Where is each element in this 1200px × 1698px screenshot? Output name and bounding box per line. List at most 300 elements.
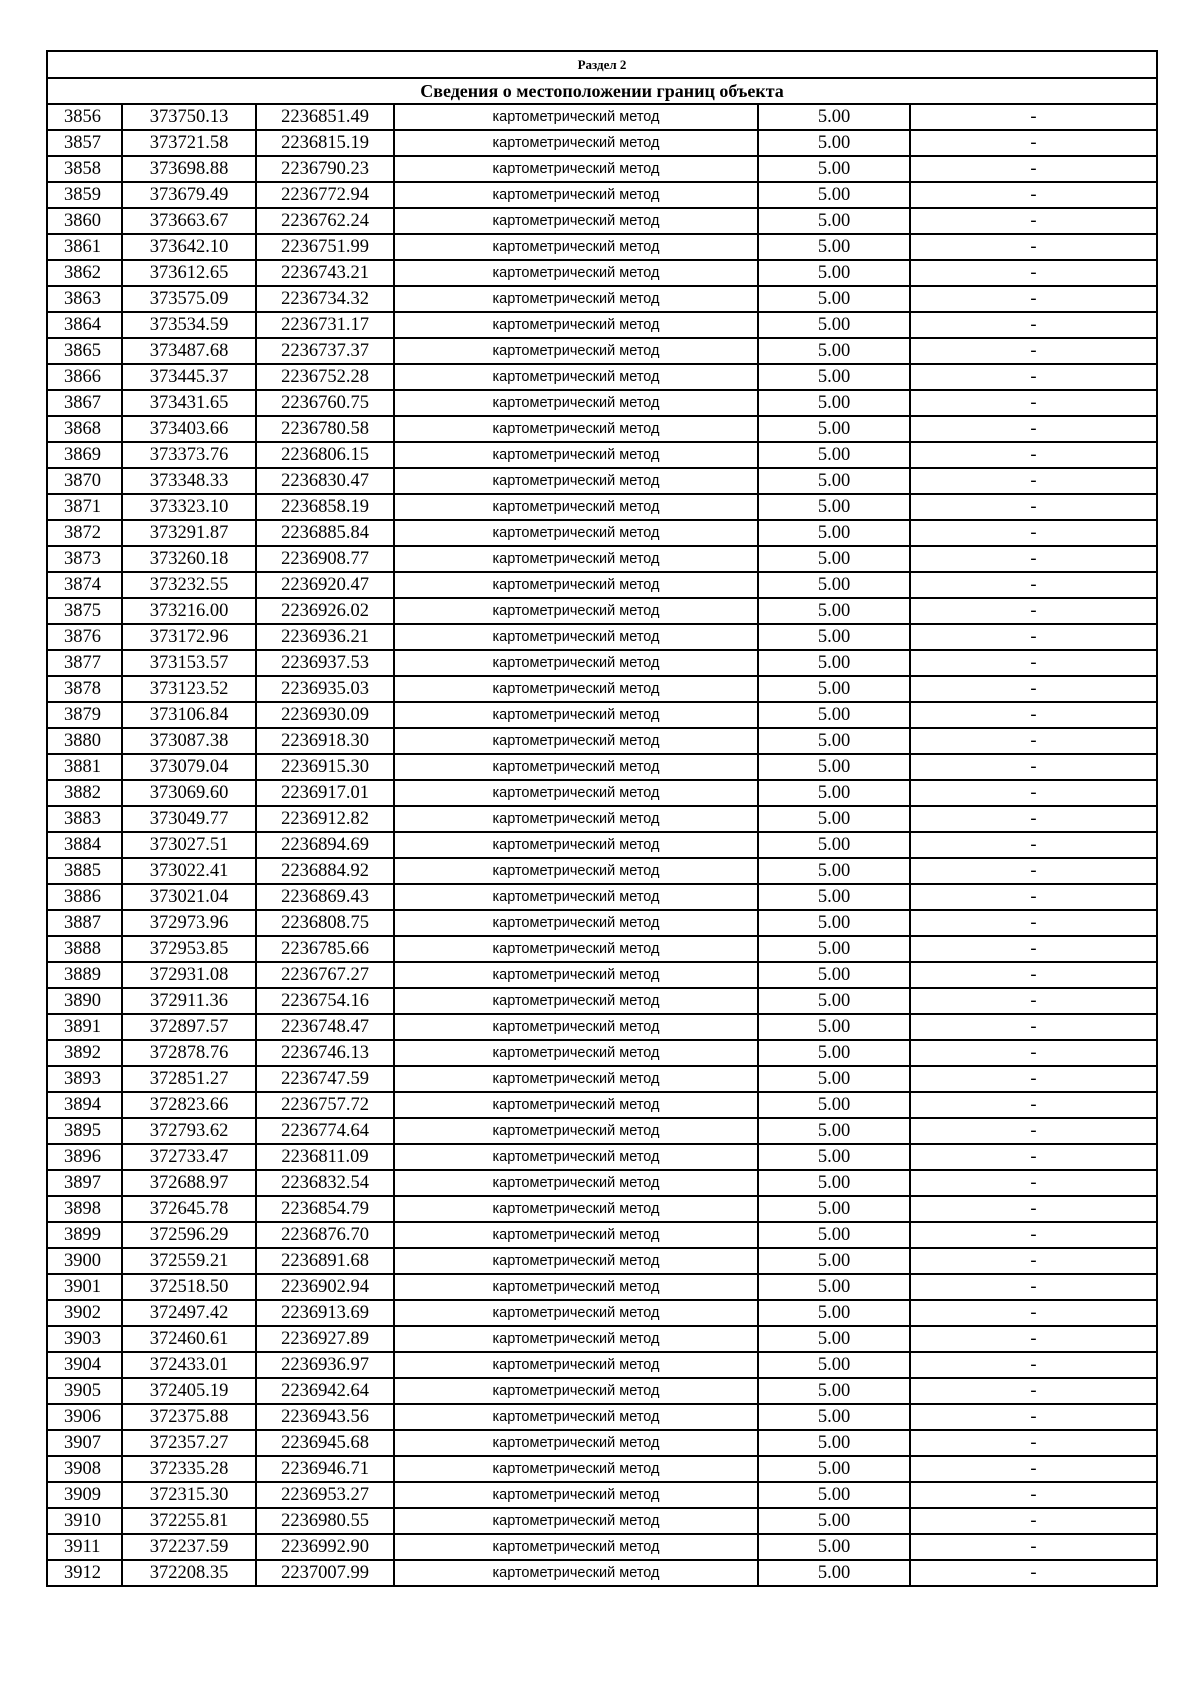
point-number-cell: 3857 xyxy=(47,130,122,156)
accuracy-cell: 5.00 xyxy=(758,1560,910,1586)
point-number-cell: 3888 xyxy=(47,936,122,962)
description-cell: - xyxy=(910,208,1157,234)
method-cell: картометрический метод xyxy=(394,1222,758,1248)
x-coordinate-cell: 373445.37 xyxy=(122,364,256,390)
y-coordinate-cell: 2236760.75 xyxy=(256,390,394,416)
table-row xyxy=(47,910,1157,936)
table-row xyxy=(47,624,1157,650)
x-coordinate-cell: 373123.52 xyxy=(122,676,256,702)
x-coordinate-cell: 373698.88 xyxy=(122,156,256,182)
description-cell: - xyxy=(910,1196,1157,1222)
x-coordinate-cell: 373079.04 xyxy=(122,754,256,780)
accuracy-cell: 5.00 xyxy=(758,1040,910,1066)
x-coordinate-cell: 372931.08 xyxy=(122,962,256,988)
table-row xyxy=(47,312,1157,338)
method-cell: картометрический метод xyxy=(394,962,758,988)
method-cell: картометрический метод xyxy=(394,1196,758,1222)
x-coordinate-cell: 372823.66 xyxy=(122,1092,256,1118)
method-cell: картометрический метод xyxy=(394,494,758,520)
description-cell: - xyxy=(910,1274,1157,1300)
accuracy-cell: 5.00 xyxy=(758,1534,910,1560)
table-row xyxy=(47,416,1157,442)
y-coordinate-cell: 2236806.15 xyxy=(256,442,394,468)
point-number-cell: 3879 xyxy=(47,702,122,728)
x-coordinate-cell: 372335.28 xyxy=(122,1456,256,1482)
method-cell: картометрический метод xyxy=(394,936,758,962)
method-cell: картометрический метод xyxy=(394,650,758,676)
method-cell: картометрический метод xyxy=(394,780,758,806)
description-cell: - xyxy=(910,1534,1157,1560)
x-coordinate-cell: 373431.65 xyxy=(122,390,256,416)
method-cell: картометрический метод xyxy=(394,234,758,260)
description-cell: - xyxy=(910,962,1157,988)
description-cell: - xyxy=(910,1508,1157,1534)
y-coordinate-cell: 2236913.69 xyxy=(256,1300,394,1326)
point-number-cell: 3884 xyxy=(47,832,122,858)
point-number-cell: 3911 xyxy=(47,1534,122,1560)
accuracy-cell: 5.00 xyxy=(758,1066,910,1092)
y-coordinate-cell: 2236930.09 xyxy=(256,702,394,728)
point-number-cell: 3887 xyxy=(47,910,122,936)
method-cell: картометрический метод xyxy=(394,1092,758,1118)
accuracy-cell: 5.00 xyxy=(758,286,910,312)
method-cell: картометрический метод xyxy=(394,1430,758,1456)
method-cell: картометрический метод xyxy=(394,806,758,832)
table-row xyxy=(47,130,1157,156)
x-coordinate-cell: 372733.47 xyxy=(122,1144,256,1170)
y-coordinate-cell: 2236992.90 xyxy=(256,1534,394,1560)
description-cell: - xyxy=(910,754,1157,780)
x-coordinate-cell: 372878.76 xyxy=(122,1040,256,1066)
method-cell: картометрический метод xyxy=(394,156,758,182)
point-number-cell: 3895 xyxy=(47,1118,122,1144)
y-coordinate-cell: 2236917.01 xyxy=(256,780,394,806)
description-cell: - xyxy=(910,1014,1157,1040)
x-coordinate-cell: 373291.87 xyxy=(122,520,256,546)
accuracy-cell: 5.00 xyxy=(758,208,910,234)
table-row xyxy=(47,1560,1157,1586)
accuracy-cell: 5.00 xyxy=(758,780,910,806)
table-row xyxy=(47,1404,1157,1430)
description-cell: - xyxy=(910,1118,1157,1144)
accuracy-cell: 5.00 xyxy=(758,520,910,546)
accuracy-cell: 5.00 xyxy=(758,468,910,494)
method-cell: картометрический метод xyxy=(394,520,758,546)
table-row xyxy=(47,676,1157,702)
accuracy-cell: 5.00 xyxy=(758,1326,910,1352)
y-coordinate-cell: 2236851.49 xyxy=(256,104,394,130)
x-coordinate-cell: 372645.78 xyxy=(122,1196,256,1222)
table-row xyxy=(47,754,1157,780)
accuracy-cell: 5.00 xyxy=(758,754,910,780)
y-coordinate-cell: 2236830.47 xyxy=(256,468,394,494)
description-cell: - xyxy=(910,156,1157,182)
point-number-cell: 3912 xyxy=(47,1560,122,1586)
table-row xyxy=(47,1222,1157,1248)
accuracy-cell: 5.00 xyxy=(758,338,910,364)
point-number-cell: 3902 xyxy=(47,1300,122,1326)
accuracy-cell: 5.00 xyxy=(758,884,910,910)
x-coordinate-cell: 373216.00 xyxy=(122,598,256,624)
point-number-cell: 3901 xyxy=(47,1274,122,1300)
x-coordinate-cell: 373679.49 xyxy=(122,182,256,208)
y-coordinate-cell: 2236945.68 xyxy=(256,1430,394,1456)
method-cell: картометрический метод xyxy=(394,1404,758,1430)
x-coordinate-cell: 373087.38 xyxy=(122,728,256,754)
y-coordinate-cell: 2236747.59 xyxy=(256,1066,394,1092)
accuracy-cell: 5.00 xyxy=(758,1222,910,1248)
point-number-cell: 3881 xyxy=(47,754,122,780)
method-cell: картометрический метод xyxy=(394,104,758,130)
accuracy-cell: 5.00 xyxy=(758,1144,910,1170)
y-coordinate-cell: 2236774.64 xyxy=(256,1118,394,1144)
x-coordinate-cell: 373027.51 xyxy=(122,832,256,858)
description-cell: - xyxy=(910,1300,1157,1326)
point-number-cell: 3859 xyxy=(47,182,122,208)
x-coordinate-cell: 373642.10 xyxy=(122,234,256,260)
method-cell: картометрический метод xyxy=(394,1326,758,1352)
description-cell: - xyxy=(910,182,1157,208)
description-cell: - xyxy=(910,572,1157,598)
table-row xyxy=(47,1508,1157,1534)
y-coordinate-cell: 2236902.94 xyxy=(256,1274,394,1300)
method-cell: картометрический метод xyxy=(394,598,758,624)
method-cell: картометрический метод xyxy=(394,1560,758,1586)
table-row xyxy=(47,1014,1157,1040)
accuracy-cell: 5.00 xyxy=(758,1430,910,1456)
point-number-cell: 3900 xyxy=(47,1248,122,1274)
table-title: Сведения о местоположении границ объекта xyxy=(47,78,1157,104)
table-row xyxy=(47,1092,1157,1118)
point-number-cell: 3907 xyxy=(47,1430,122,1456)
point-number-cell: 3909 xyxy=(47,1482,122,1508)
accuracy-cell: 5.00 xyxy=(758,1482,910,1508)
accuracy-cell: 5.00 xyxy=(758,182,910,208)
accuracy-cell: 5.00 xyxy=(758,988,910,1014)
description-cell: - xyxy=(910,1222,1157,1248)
y-coordinate-cell: 2236937.53 xyxy=(256,650,394,676)
y-coordinate-cell: 2236858.19 xyxy=(256,494,394,520)
section-label: Раздел 2 xyxy=(47,51,1157,78)
accuracy-cell: 5.00 xyxy=(758,1014,910,1040)
accuracy-cell: 5.00 xyxy=(758,676,910,702)
accuracy-cell: 5.00 xyxy=(758,234,910,260)
description-cell: - xyxy=(910,1430,1157,1456)
description-cell: - xyxy=(910,988,1157,1014)
y-coordinate-cell: 2236832.54 xyxy=(256,1170,394,1196)
point-number-cell: 3856 xyxy=(47,104,122,130)
description-cell: - xyxy=(910,858,1157,884)
description-cell: - xyxy=(910,676,1157,702)
accuracy-cell: 5.00 xyxy=(758,312,910,338)
y-coordinate-cell: 2236908.77 xyxy=(256,546,394,572)
description-cell: - xyxy=(910,598,1157,624)
method-cell: картометрический метод xyxy=(394,1248,758,1274)
point-number-cell: 3894 xyxy=(47,1092,122,1118)
table-row xyxy=(47,520,1157,546)
point-number-cell: 3858 xyxy=(47,156,122,182)
y-coordinate-cell: 2236731.17 xyxy=(256,312,394,338)
x-coordinate-cell: 372518.50 xyxy=(122,1274,256,1300)
method-cell: картометрический метод xyxy=(394,1508,758,1534)
point-number-cell: 3869 xyxy=(47,442,122,468)
y-coordinate-cell: 2236772.94 xyxy=(256,182,394,208)
method-cell: картометрический метод xyxy=(394,390,758,416)
description-cell: - xyxy=(910,936,1157,962)
x-coordinate-cell: 372375.88 xyxy=(122,1404,256,1430)
y-coordinate-cell: 2236980.55 xyxy=(256,1508,394,1534)
point-number-cell: 3905 xyxy=(47,1378,122,1404)
table-row xyxy=(47,936,1157,962)
description-cell: - xyxy=(910,234,1157,260)
point-number-cell: 3871 xyxy=(47,494,122,520)
point-number-cell: 3889 xyxy=(47,962,122,988)
point-number-cell: 3906 xyxy=(47,1404,122,1430)
point-number-cell: 3880 xyxy=(47,728,122,754)
x-coordinate-cell: 373750.13 xyxy=(122,104,256,130)
x-coordinate-cell: 373373.76 xyxy=(122,442,256,468)
y-coordinate-cell: 2236762.24 xyxy=(256,208,394,234)
y-coordinate-cell: 2236936.21 xyxy=(256,624,394,650)
table-row xyxy=(47,1378,1157,1404)
description-cell: - xyxy=(910,1560,1157,1586)
method-cell: картометрический метод xyxy=(394,260,758,286)
x-coordinate-cell: 373612.65 xyxy=(122,260,256,286)
description-cell: - xyxy=(910,104,1157,130)
point-number-cell: 3877 xyxy=(47,650,122,676)
method-cell: картометрический метод xyxy=(394,1352,758,1378)
point-number-cell: 3874 xyxy=(47,572,122,598)
point-number-cell: 3886 xyxy=(47,884,122,910)
table-row xyxy=(47,1248,1157,1274)
method-cell: картометрический метод xyxy=(394,728,758,754)
method-cell: картометрический метод xyxy=(394,468,758,494)
accuracy-cell: 5.00 xyxy=(758,1300,910,1326)
accuracy-cell: 5.00 xyxy=(758,572,910,598)
y-coordinate-cell: 2236927.89 xyxy=(256,1326,394,1352)
y-coordinate-cell: 2236757.72 xyxy=(256,1092,394,1118)
table-row xyxy=(47,234,1157,260)
description-cell: - xyxy=(910,260,1157,286)
accuracy-cell: 5.00 xyxy=(758,936,910,962)
method-cell: картометрический метод xyxy=(394,182,758,208)
description-cell: - xyxy=(910,1248,1157,1274)
accuracy-cell: 5.00 xyxy=(758,130,910,156)
table-row xyxy=(47,884,1157,910)
table-row xyxy=(47,988,1157,1014)
y-coordinate-cell: 2236854.79 xyxy=(256,1196,394,1222)
description-cell: - xyxy=(910,832,1157,858)
accuracy-cell: 5.00 xyxy=(758,1352,910,1378)
point-number-cell: 3910 xyxy=(47,1508,122,1534)
table-row xyxy=(47,1118,1157,1144)
description-cell: - xyxy=(910,364,1157,390)
method-cell: картометрический метод xyxy=(394,1378,758,1404)
y-coordinate-cell: 2236943.56 xyxy=(256,1404,394,1430)
description-cell: - xyxy=(910,1170,1157,1196)
description-cell: - xyxy=(910,520,1157,546)
x-coordinate-cell: 373049.77 xyxy=(122,806,256,832)
y-coordinate-cell: 2236751.99 xyxy=(256,234,394,260)
point-number-cell: 3890 xyxy=(47,988,122,1014)
method-cell: картометрический метод xyxy=(394,1274,758,1300)
method-cell: картометрический метод xyxy=(394,884,758,910)
x-coordinate-cell: 373534.59 xyxy=(122,312,256,338)
table-row xyxy=(47,1066,1157,1092)
description-cell: - xyxy=(910,1352,1157,1378)
table-row xyxy=(47,858,1157,884)
accuracy-cell: 5.00 xyxy=(758,624,910,650)
description-cell: - xyxy=(910,312,1157,338)
table-row xyxy=(47,1534,1157,1560)
table-row xyxy=(47,442,1157,468)
description-cell: - xyxy=(910,1326,1157,1352)
x-coordinate-cell: 372255.81 xyxy=(122,1508,256,1534)
method-cell: картометрический метод xyxy=(394,546,758,572)
y-coordinate-cell: 2236876.70 xyxy=(256,1222,394,1248)
description-cell: - xyxy=(910,494,1157,520)
description-cell: - xyxy=(910,1378,1157,1404)
method-cell: картометрический метод xyxy=(394,1534,758,1560)
y-coordinate-cell: 2236815.19 xyxy=(256,130,394,156)
table-row xyxy=(47,832,1157,858)
x-coordinate-cell: 372596.29 xyxy=(122,1222,256,1248)
table-row xyxy=(47,338,1157,364)
x-coordinate-cell: 373069.60 xyxy=(122,780,256,806)
description-cell: - xyxy=(910,650,1157,676)
y-coordinate-cell: 2236790.23 xyxy=(256,156,394,182)
x-coordinate-cell: 373172.96 xyxy=(122,624,256,650)
table-row xyxy=(47,1144,1157,1170)
description-cell: - xyxy=(910,1404,1157,1430)
point-number-cell: 3908 xyxy=(47,1456,122,1482)
x-coordinate-cell: 373487.68 xyxy=(122,338,256,364)
description-cell: - xyxy=(910,910,1157,936)
table-row xyxy=(47,494,1157,520)
point-number-cell: 3898 xyxy=(47,1196,122,1222)
description-cell: - xyxy=(910,1040,1157,1066)
y-coordinate-cell: 2236780.58 xyxy=(256,416,394,442)
method-cell: картометрический метод xyxy=(394,1040,758,1066)
y-coordinate-cell: 2236920.47 xyxy=(256,572,394,598)
y-coordinate-cell: 2236946.71 xyxy=(256,1456,394,1482)
point-number-cell: 3872 xyxy=(47,520,122,546)
description-cell: - xyxy=(910,416,1157,442)
method-cell: картометрический метод xyxy=(394,130,758,156)
description-cell: - xyxy=(910,806,1157,832)
point-number-cell: 3878 xyxy=(47,676,122,702)
accuracy-cell: 5.00 xyxy=(758,1196,910,1222)
point-number-cell: 3873 xyxy=(47,546,122,572)
accuracy-cell: 5.00 xyxy=(758,1092,910,1118)
accuracy-cell: 5.00 xyxy=(758,806,910,832)
y-coordinate-cell: 2236935.03 xyxy=(256,676,394,702)
point-number-cell: 3867 xyxy=(47,390,122,416)
point-number-cell: 3891 xyxy=(47,1014,122,1040)
accuracy-cell: 5.00 xyxy=(758,1274,910,1300)
description-cell: - xyxy=(910,1092,1157,1118)
table-row xyxy=(47,364,1157,390)
y-coordinate-cell: 2236748.47 xyxy=(256,1014,394,1040)
description-cell: - xyxy=(910,390,1157,416)
y-coordinate-cell: 2236785.66 xyxy=(256,936,394,962)
y-coordinate-cell: 2236942.64 xyxy=(256,1378,394,1404)
accuracy-cell: 5.00 xyxy=(758,650,910,676)
description-cell: - xyxy=(910,1482,1157,1508)
y-coordinate-cell: 2236754.16 xyxy=(256,988,394,1014)
y-coordinate-cell: 2236953.27 xyxy=(256,1482,394,1508)
y-coordinate-cell: 2236918.30 xyxy=(256,728,394,754)
y-coordinate-cell: 2236869.43 xyxy=(256,884,394,910)
x-coordinate-cell: 373106.84 xyxy=(122,702,256,728)
description-cell: - xyxy=(910,1066,1157,1092)
accuracy-cell: 5.00 xyxy=(758,1456,910,1482)
point-number-cell: 3861 xyxy=(47,234,122,260)
x-coordinate-cell: 373323.10 xyxy=(122,494,256,520)
table-row xyxy=(47,1326,1157,1352)
section-header-row xyxy=(47,51,1157,78)
x-coordinate-cell: 373348.33 xyxy=(122,468,256,494)
accuracy-cell: 5.00 xyxy=(758,416,910,442)
point-number-cell: 3897 xyxy=(47,1170,122,1196)
y-coordinate-cell: 2236915.30 xyxy=(256,754,394,780)
x-coordinate-cell: 372559.21 xyxy=(122,1248,256,1274)
accuracy-cell: 5.00 xyxy=(758,598,910,624)
point-number-cell: 3882 xyxy=(47,780,122,806)
table-row xyxy=(47,286,1157,312)
accuracy-cell: 5.00 xyxy=(758,1170,910,1196)
point-number-cell: 3870 xyxy=(47,468,122,494)
y-coordinate-cell: 2236936.97 xyxy=(256,1352,394,1378)
x-coordinate-cell: 373232.55 xyxy=(122,572,256,598)
method-cell: картометрический метод xyxy=(394,572,758,598)
x-coordinate-cell: 372315.30 xyxy=(122,1482,256,1508)
y-coordinate-cell: 2236884.92 xyxy=(256,858,394,884)
accuracy-cell: 5.00 xyxy=(758,1404,910,1430)
table-row xyxy=(47,156,1157,182)
description-cell: - xyxy=(910,468,1157,494)
method-cell: картометрический метод xyxy=(394,754,758,780)
table-row xyxy=(47,598,1157,624)
table-row xyxy=(47,650,1157,676)
method-cell: картометрический метод xyxy=(394,1066,758,1092)
x-coordinate-cell: 373663.67 xyxy=(122,208,256,234)
accuracy-cell: 5.00 xyxy=(758,702,910,728)
x-coordinate-cell: 373022.41 xyxy=(122,858,256,884)
x-coordinate-cell: 373153.57 xyxy=(122,650,256,676)
x-coordinate-cell: 372953.85 xyxy=(122,936,256,962)
y-coordinate-cell: 2237007.99 xyxy=(256,1560,394,1586)
title-row xyxy=(47,78,1157,104)
method-cell: картометрический метод xyxy=(394,1456,758,1482)
description-cell: - xyxy=(910,1456,1157,1482)
accuracy-cell: 5.00 xyxy=(758,260,910,286)
x-coordinate-cell: 373721.58 xyxy=(122,130,256,156)
x-coordinate-cell: 372973.96 xyxy=(122,910,256,936)
method-cell: картометрический метод xyxy=(394,416,758,442)
method-cell: картометрический метод xyxy=(394,858,758,884)
method-cell: картометрический метод xyxy=(394,624,758,650)
description-cell: - xyxy=(910,130,1157,156)
point-number-cell: 3885 xyxy=(47,858,122,884)
point-number-cell: 3862 xyxy=(47,260,122,286)
method-cell: картометрический метод xyxy=(394,1170,758,1196)
table-row xyxy=(47,390,1157,416)
point-number-cell: 3904 xyxy=(47,1352,122,1378)
y-coordinate-cell: 2236808.75 xyxy=(256,910,394,936)
y-coordinate-cell: 2236743.21 xyxy=(256,260,394,286)
x-coordinate-cell: 373575.09 xyxy=(122,286,256,312)
